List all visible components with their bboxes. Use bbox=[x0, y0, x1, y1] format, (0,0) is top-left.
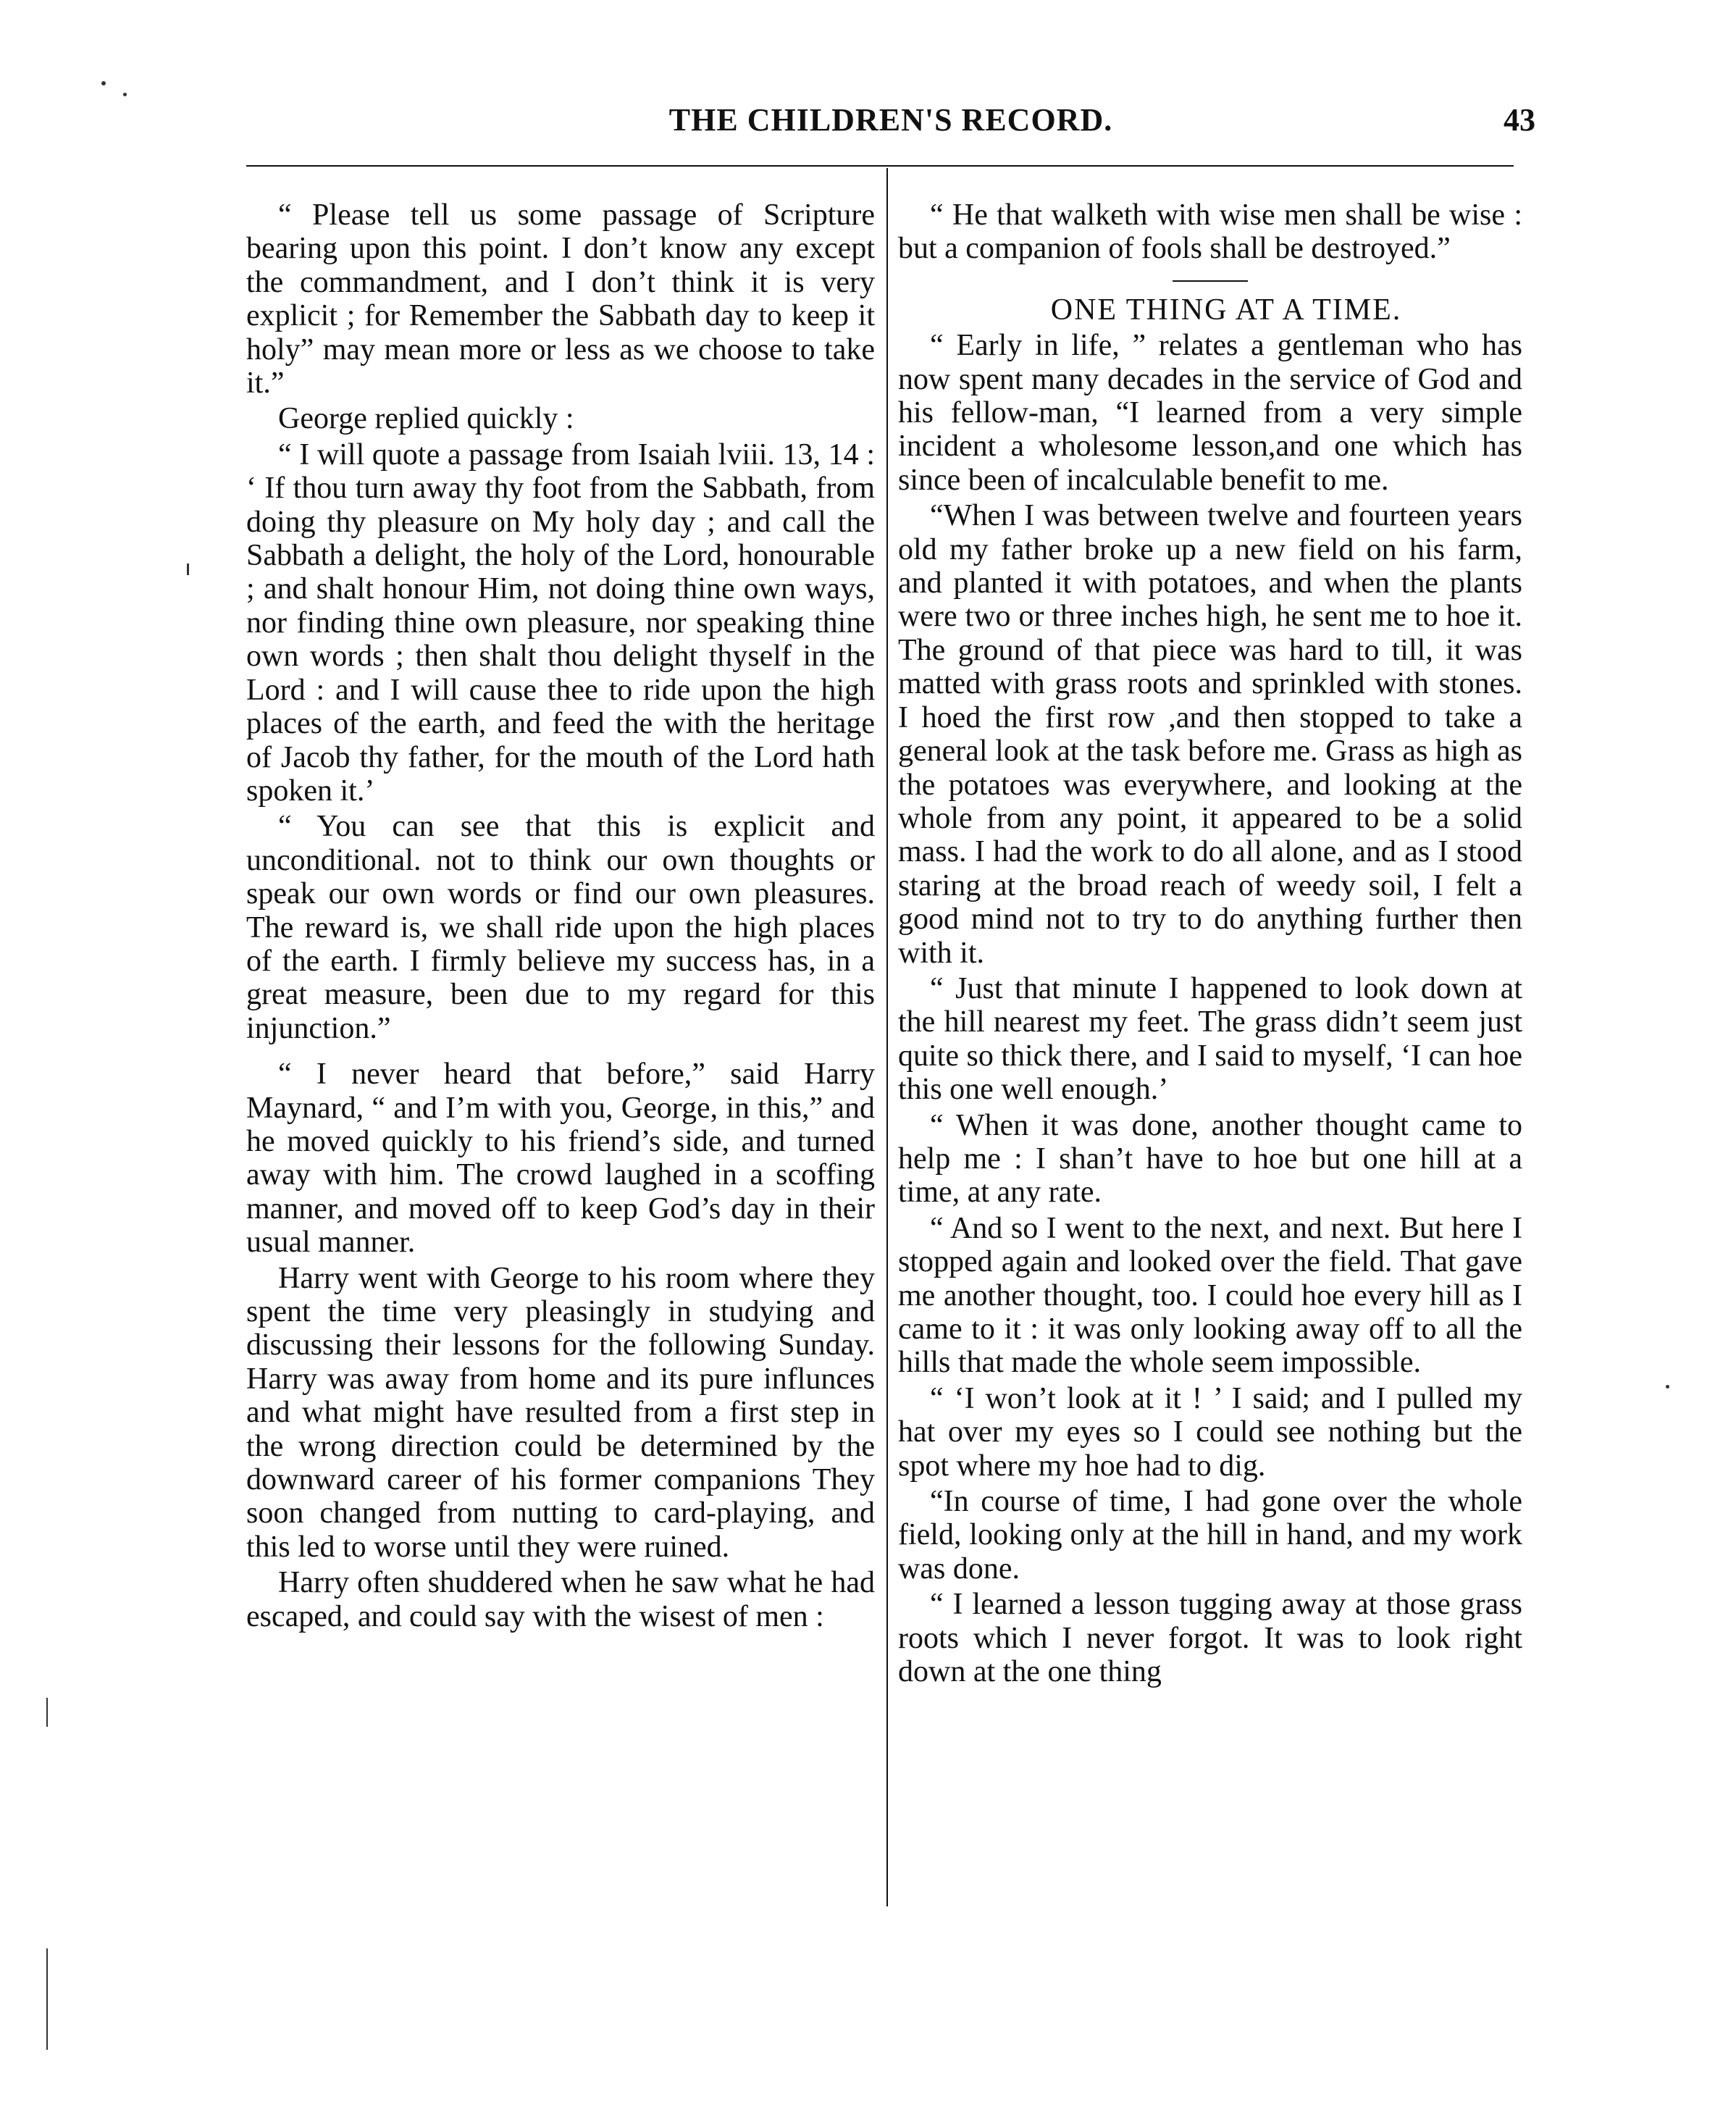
section-divider bbox=[1173, 280, 1248, 282]
paragraph: George replied quickly : bbox=[278, 402, 574, 436]
scan-speck bbox=[46, 1948, 48, 2050]
paragraph: “ Just that minute I happened to look down at the hill nearest my feet. The grass didn’t seem just quite so thick there, and I said to myself, ‘I can hoe this one well enough.’ bbox=[898, 971, 1522, 1107]
scan-speck bbox=[187, 564, 189, 575]
scan-speck bbox=[1666, 1385, 1669, 1389]
paragraph: Harry often shuddered when he saw what he had escaped, and could say with the wisest of men : bbox=[246, 1566, 875, 1633]
paragraph: “ ‘I won’t look at it ! ’ I said; and I pulled my hat over my eyes so I could see nothing but the spot where my hoe had to dig. bbox=[898, 1381, 1522, 1483]
paragraph: “ I learned a lesson tugging away at those grass roots which I never forgot. It was to look right down at the one thing bbox=[898, 1588, 1522, 1689]
left-column bbox=[246, 198, 875, 1636]
paragraph-gap bbox=[246, 1047, 875, 1058]
paragraph: “ Early in life, ” relates a gentleman who has now spent many decades in the service of God and his fellow-man, “I learned from a very simple incident a wholesome lesson,and one which has since been of incalculable benefit to me. bbox=[898, 329, 1522, 497]
right-column bbox=[898, 198, 1522, 1691]
paragraph: Harry went with George to his room where they spent the time very pleasingly in studying and discussing their lessons for the following Sunday. Harry was away from home and its pure influnces and what might have resulted from a first step in the wrong direction could be determined by the downward career of his former companions They soon changed from nutting to card-playing, and this led to worse until they were ruined. bbox=[246, 1261, 875, 1564]
paragraph: “ When it was done, another thought came to help me : I shan’t have to hoe but one hill at a time, at any rate. bbox=[898, 1108, 1522, 1210]
section-title: ONE THING AT A TIME. bbox=[1050, 293, 1402, 327]
paragraph: “ I never heard that before,” said Harry Maynard, “ and I’m with you, George, in this,” and he moved quickly to his friend’s side, and turned away with him. The crowd laughed in a scoffing manner, and moved off to keep God’s day in their usual manner. bbox=[246, 1058, 875, 1260]
page-number: 43 bbox=[1504, 102, 1535, 138]
paragraph: “ Please tell us some passage of Scripture bearing upon this point. I don’t know any except the commandment, and I don’t think it is very explicit ; for Remember the Sabbath day to keep it holy” may mean more or less as we choose to take it.” bbox=[246, 198, 875, 401]
scripture-quote: “ He that walketh with wise men shall be wise : but a companion of fools shall be destroyed.” bbox=[898, 198, 1522, 266]
paragraph: “ I will quote a passage from Isaiah lviii. 13, 14 : ‘ If thou turn away thy foot from the Sabbath, from doing thy pleasure on My holy day ; and call the Sabbath a delight, the holy of the Lord, honourable ; and shalt honour Him, not doing thine own ways, nor finding thine own pleasure, nor speaking thine own words ; then shalt thou delight thyself in the Lord : and I will cause thee to ride upon the high places of the earth, and feed the with the heritage of Jacob thy father, for the mouth of the Lord hath spoken it.’ bbox=[246, 437, 875, 808]
paragraph: “ You can see that this is explicit and unconditional. not to think our own thoughts or speak our own words or find our own pleasures. The reward is, we shall ride upon the high places of the earth. I firmly believe my success has, in a great measure, been due to my regard for this injunction.” bbox=[246, 810, 875, 1045]
running-title: THE CHILDREN'S RECORD. bbox=[668, 102, 1113, 138]
paragraph: “ And so I went to the next, and next. But here I stopped again and looked over the field. That gave me another thought, too. I could hoe every hill as I came to it : it was only looking away off to all the hills that made the whole seem impossible. bbox=[898, 1211, 1522, 1380]
scan-speck bbox=[46, 1698, 48, 1727]
scan-speck bbox=[101, 81, 106, 85]
header-rule bbox=[246, 165, 1514, 167]
paragraph: “When I was between twelve and fourteen years old my father broke up a new field on his farm, and planted it with potatoes, and when the plants were two or three inches high, he sent me to hoe it. The ground of that piece was hard to till, it was matted with grass roots and sprinkled with stones. I hoed the first row ,and then stopped to take a general look at the task before me. Grass as high as the potatoes was everywhere, and looking at the whole from any point, it appeared to be a solid mass. I had the work to do all alone, and as I stood staring at the broad reach of weedy soil, I felt a good mind not to try to do anything further then with it. bbox=[898, 499, 1522, 970]
page-header bbox=[246, 101, 1535, 145]
column-divider bbox=[886, 168, 888, 1906]
scan-speck bbox=[123, 93, 127, 96]
paragraph: “In course of time, I had gone over the whole field, looking only at the hill in hand, and my work was done. bbox=[898, 1485, 1522, 1586]
